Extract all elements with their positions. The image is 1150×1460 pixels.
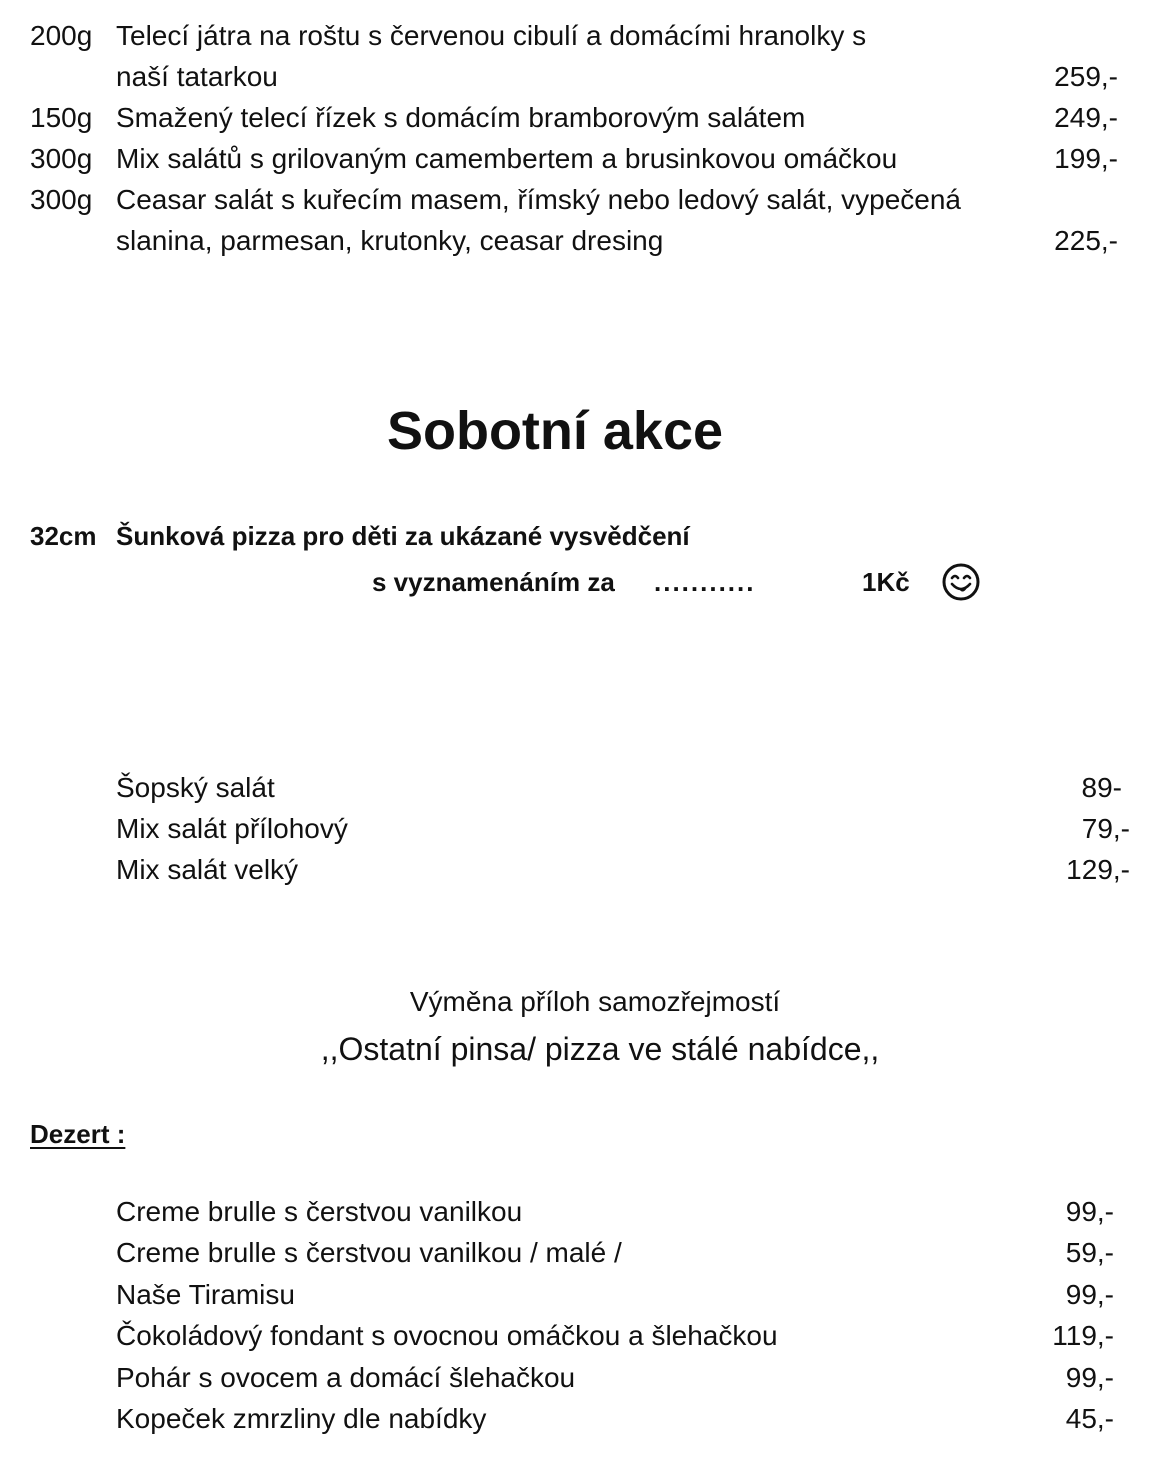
promo-size: 32cm — [30, 521, 97, 551]
item-description: Ceasar salát s kuřecím masem, římský nebo ledový salát, vypečená — [116, 184, 962, 215]
menu-item-continued — [0, 57, 1150, 97]
dessert-price: 99,- — [1065, 1196, 1114, 1227]
dessert-price: 99,- — [1065, 1362, 1114, 1393]
dessert-price: 59,- — [1065, 1237, 1114, 1268]
list-item — [0, 1192, 1150, 1232]
salad-name: Mix salát přílohový — [116, 813, 348, 844]
item-weight: 300g — [30, 184, 93, 215]
dessert-price: 99,- — [1065, 1279, 1114, 1310]
list-item — [0, 1233, 1150, 1273]
dessert-price: 119,- — [1052, 1320, 1114, 1351]
list-item — [0, 1316, 1150, 1356]
dessert-heading: Dezert : — [30, 1119, 126, 1149]
list-item — [0, 850, 1150, 890]
promo-dots: ........... — [654, 567, 756, 597]
list-item — [0, 809, 1150, 849]
item-description-line2: naší tatarkou — [116, 61, 278, 92]
list-item — [0, 1399, 1150, 1439]
list-item — [0, 1358, 1150, 1398]
salad-name: Mix salát velký — [116, 854, 299, 885]
dessert-name: Naše Tiramisu — [116, 1279, 295, 1310]
smiley-icon — [941, 562, 981, 602]
salad-price: 129,- — [1066, 854, 1130, 885]
item-price: 249,- — [1054, 102, 1118, 133]
dessert-name: Creme brulle s čerstvou vanilkou — [116, 1196, 523, 1227]
menu-item — [0, 98, 1150, 138]
menu-item — [0, 180, 1150, 220]
promo-description: Šunková pizza pro děti za ukázané vysvědčení — [116, 521, 690, 551]
item-weight: 200g — [30, 20, 93, 51]
menu-item — [0, 139, 1150, 179]
list-item — [0, 1275, 1150, 1315]
pizza-note: ,,Ostatní pinsa/ pizza ve stálé nabídce,, — [320, 1031, 880, 1067]
menu-item — [0, 16, 1150, 56]
promo-price: 1Kč — [862, 567, 910, 597]
list-item — [0, 768, 1150, 808]
salad-price: 89- — [1081, 772, 1122, 803]
item-price: 225,- — [1054, 225, 1118, 256]
promo-condition: s vyznamenáním za — [372, 567, 615, 597]
dessert-name: Creme brulle s čerstvou vanilkou / malé / — [116, 1237, 622, 1268]
salad-name: Šopský salát — [116, 772, 275, 803]
dessert-price: 45,- — [1065, 1403, 1114, 1434]
item-price: 199,- — [1054, 143, 1118, 174]
item-weight: 150g — [30, 102, 93, 133]
item-description: Smažený telecí řízek s domácím bramborovým salátem — [116, 102, 806, 133]
menu-item-continued — [0, 221, 1150, 261]
side-exchange-note: Výměna příloh samozřejmostí — [409, 986, 781, 1017]
item-price: 259,- — [1054, 61, 1118, 92]
item-description: Telecí játra na roštu s červenou cibulí a domácími hranolky s — [116, 20, 867, 51]
item-description-line2: slanina, parmesan, krutonky, ceasar dresing — [116, 225, 664, 256]
salad-price: 79,- — [1081, 813, 1130, 844]
dessert-name: Čokoládový fondant s ovocnou omáčkou a šlehačkou — [116, 1320, 778, 1351]
dessert-name: Kopeček zmrzliny dle nabídky — [116, 1403, 487, 1434]
item-weight: 300g — [30, 143, 93, 174]
dessert-name: Pohár s ovocem a domácí šlehačkou — [116, 1362, 576, 1393]
item-description: Mix salátů s grilovaným camembertem a brusinkovou omáčkou — [116, 143, 898, 174]
section-heading: Sobotní akce — [386, 401, 724, 461]
